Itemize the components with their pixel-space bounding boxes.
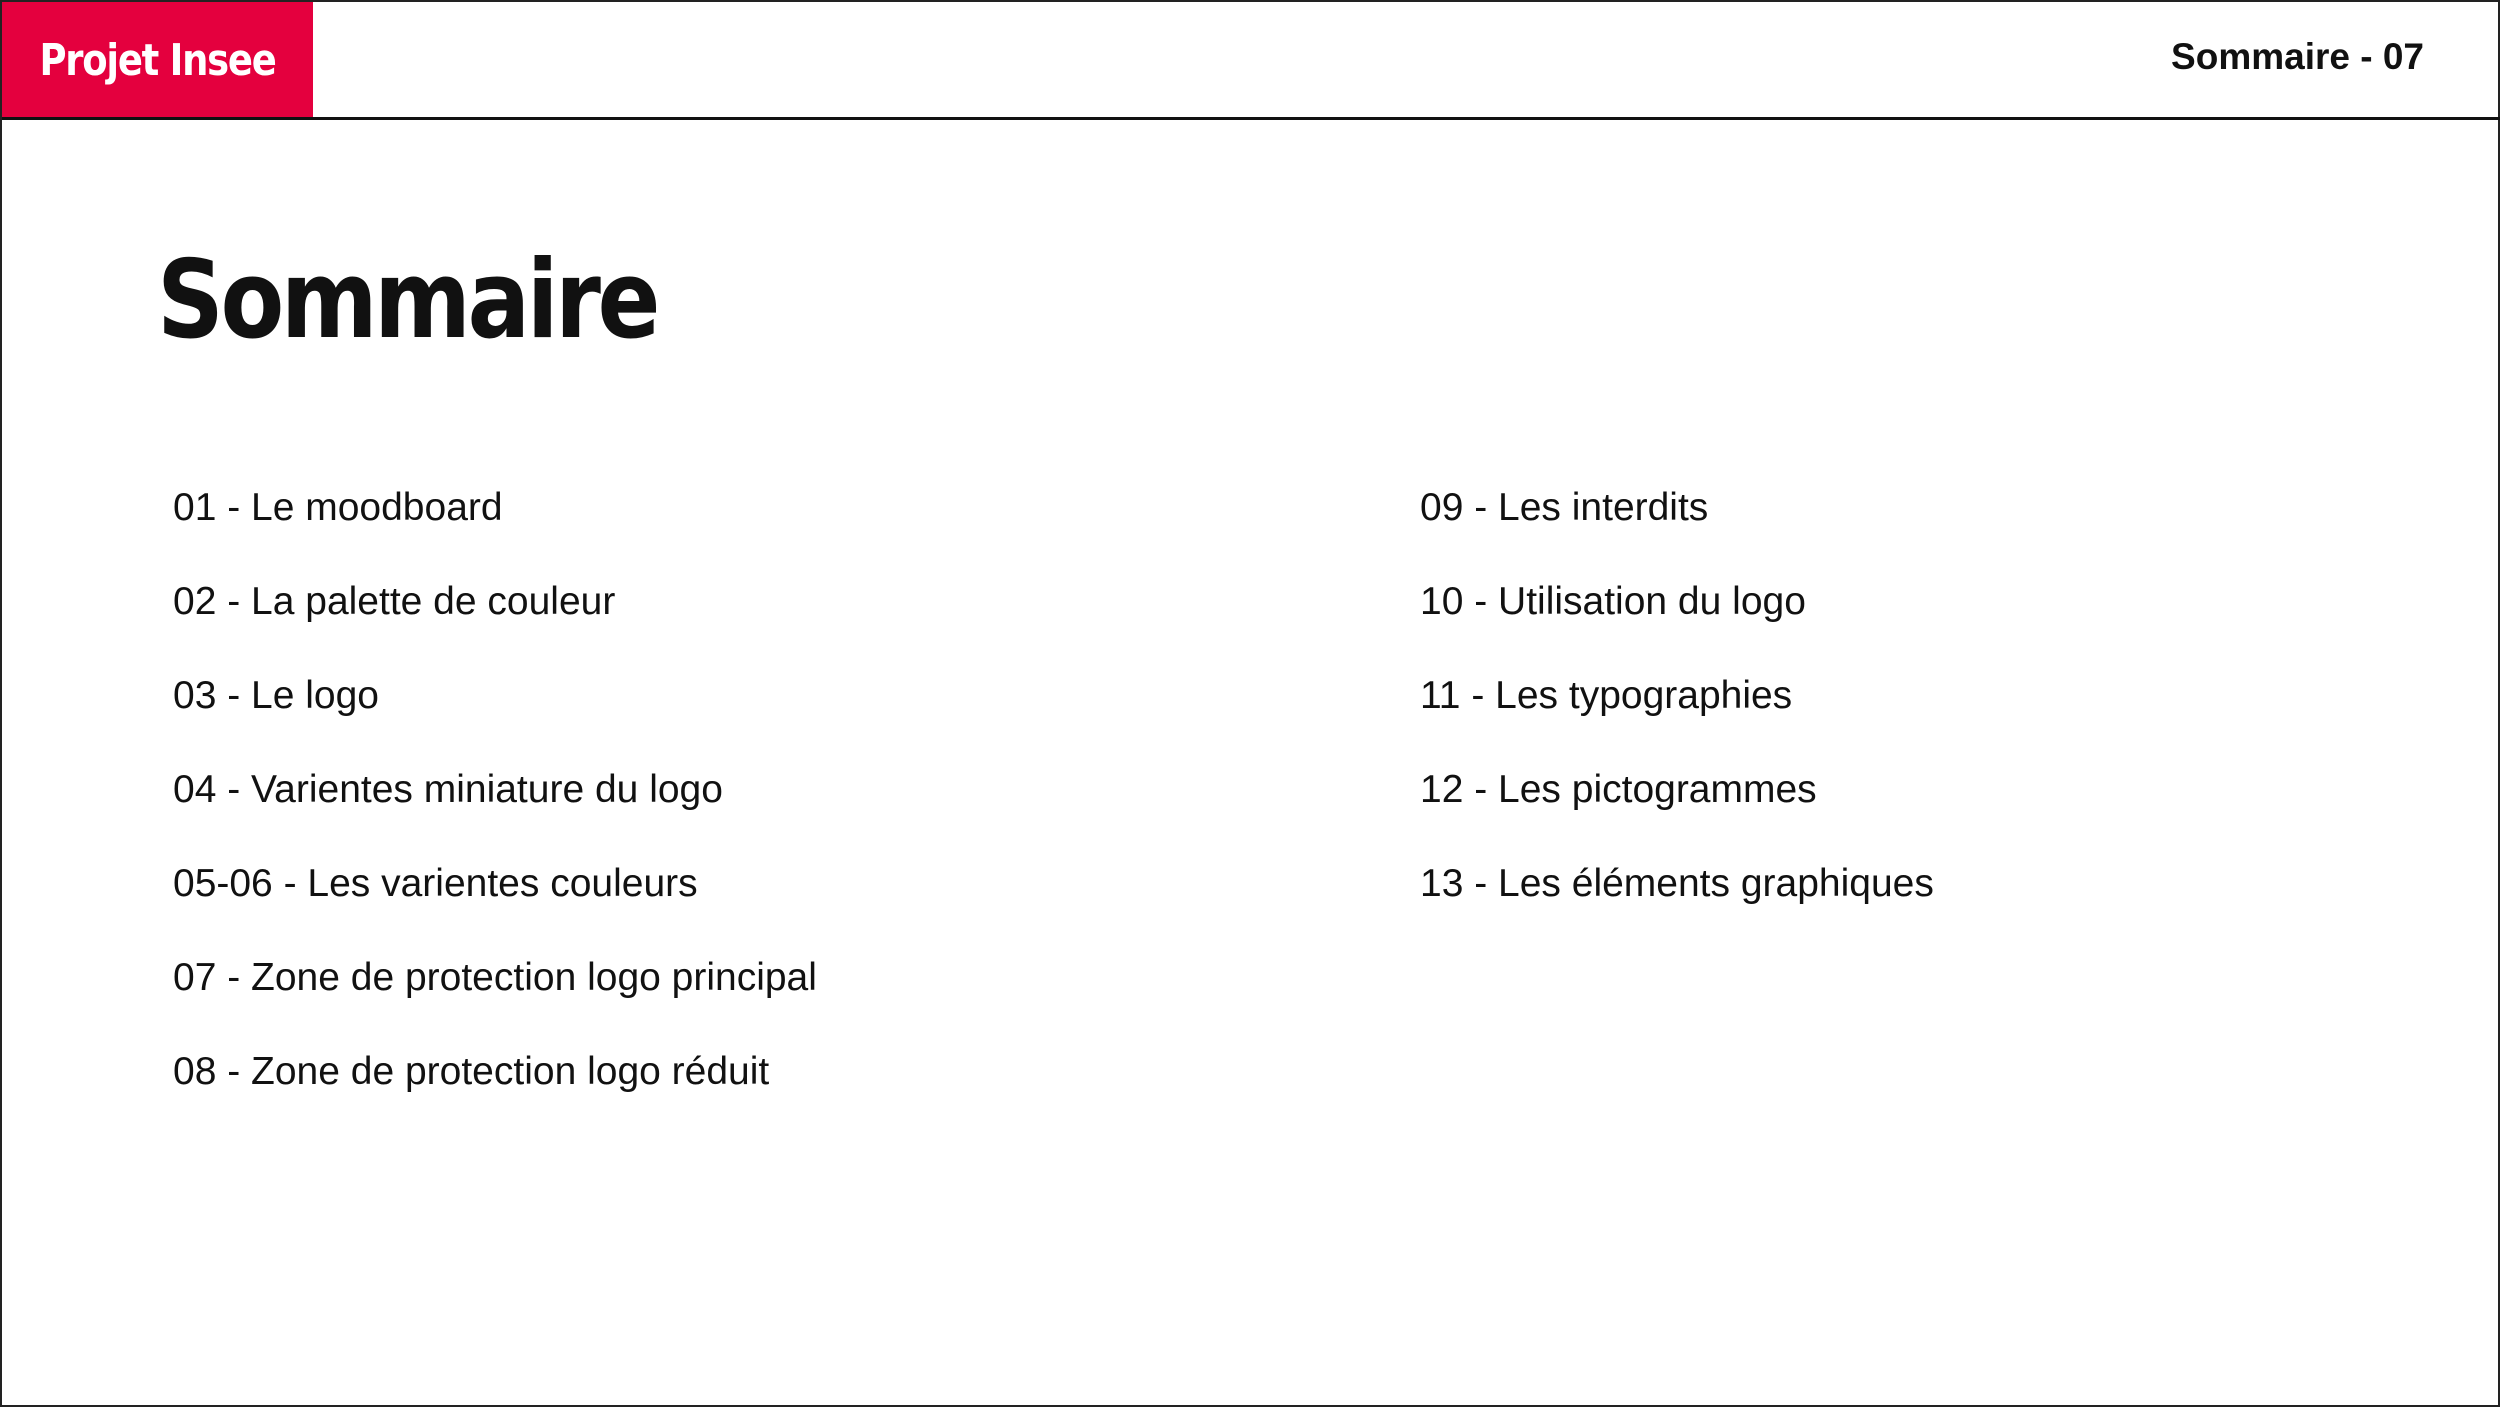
toc-item: 11 - Les typographies <box>1420 674 1793 717</box>
toc-left-column <box>173 478 817 1136</box>
toc-item: 08 - Zone de protection logo réduit <box>173 1050 770 1093</box>
toc-item: 09 - Les interdits <box>1420 486 1709 529</box>
page-title: Sommaire <box>157 238 658 363</box>
toc-item: 12 - Les pictogrammes <box>1420 768 1817 811</box>
page-label: Sommaire - 07 <box>2171 36 2424 77</box>
brand-badge <box>2 2 313 119</box>
slide-header <box>2 2 2500 119</box>
toc-item: 07 - Zone de protection logo principal <box>173 956 817 999</box>
toc-item: 13 - Les éléments graphiques <box>1420 862 1934 905</box>
toc-item: 05-06 - Les varientes couleurs <box>173 862 698 905</box>
toc-right-column <box>1420 478 1934 948</box>
toc-item: 03 - Le logo <box>173 674 379 717</box>
toc-item: 02 - La palette de couleur <box>173 580 616 623</box>
brand-name: Projet Insee <box>39 35 276 86</box>
toc-item: 01 - Le moodboard <box>173 486 503 529</box>
toc-item: 10 - Utilisation du logo <box>1420 580 1806 623</box>
toc-item: 04 - Varientes miniature du logo <box>173 768 723 811</box>
header-divider <box>2 117 2500 120</box>
